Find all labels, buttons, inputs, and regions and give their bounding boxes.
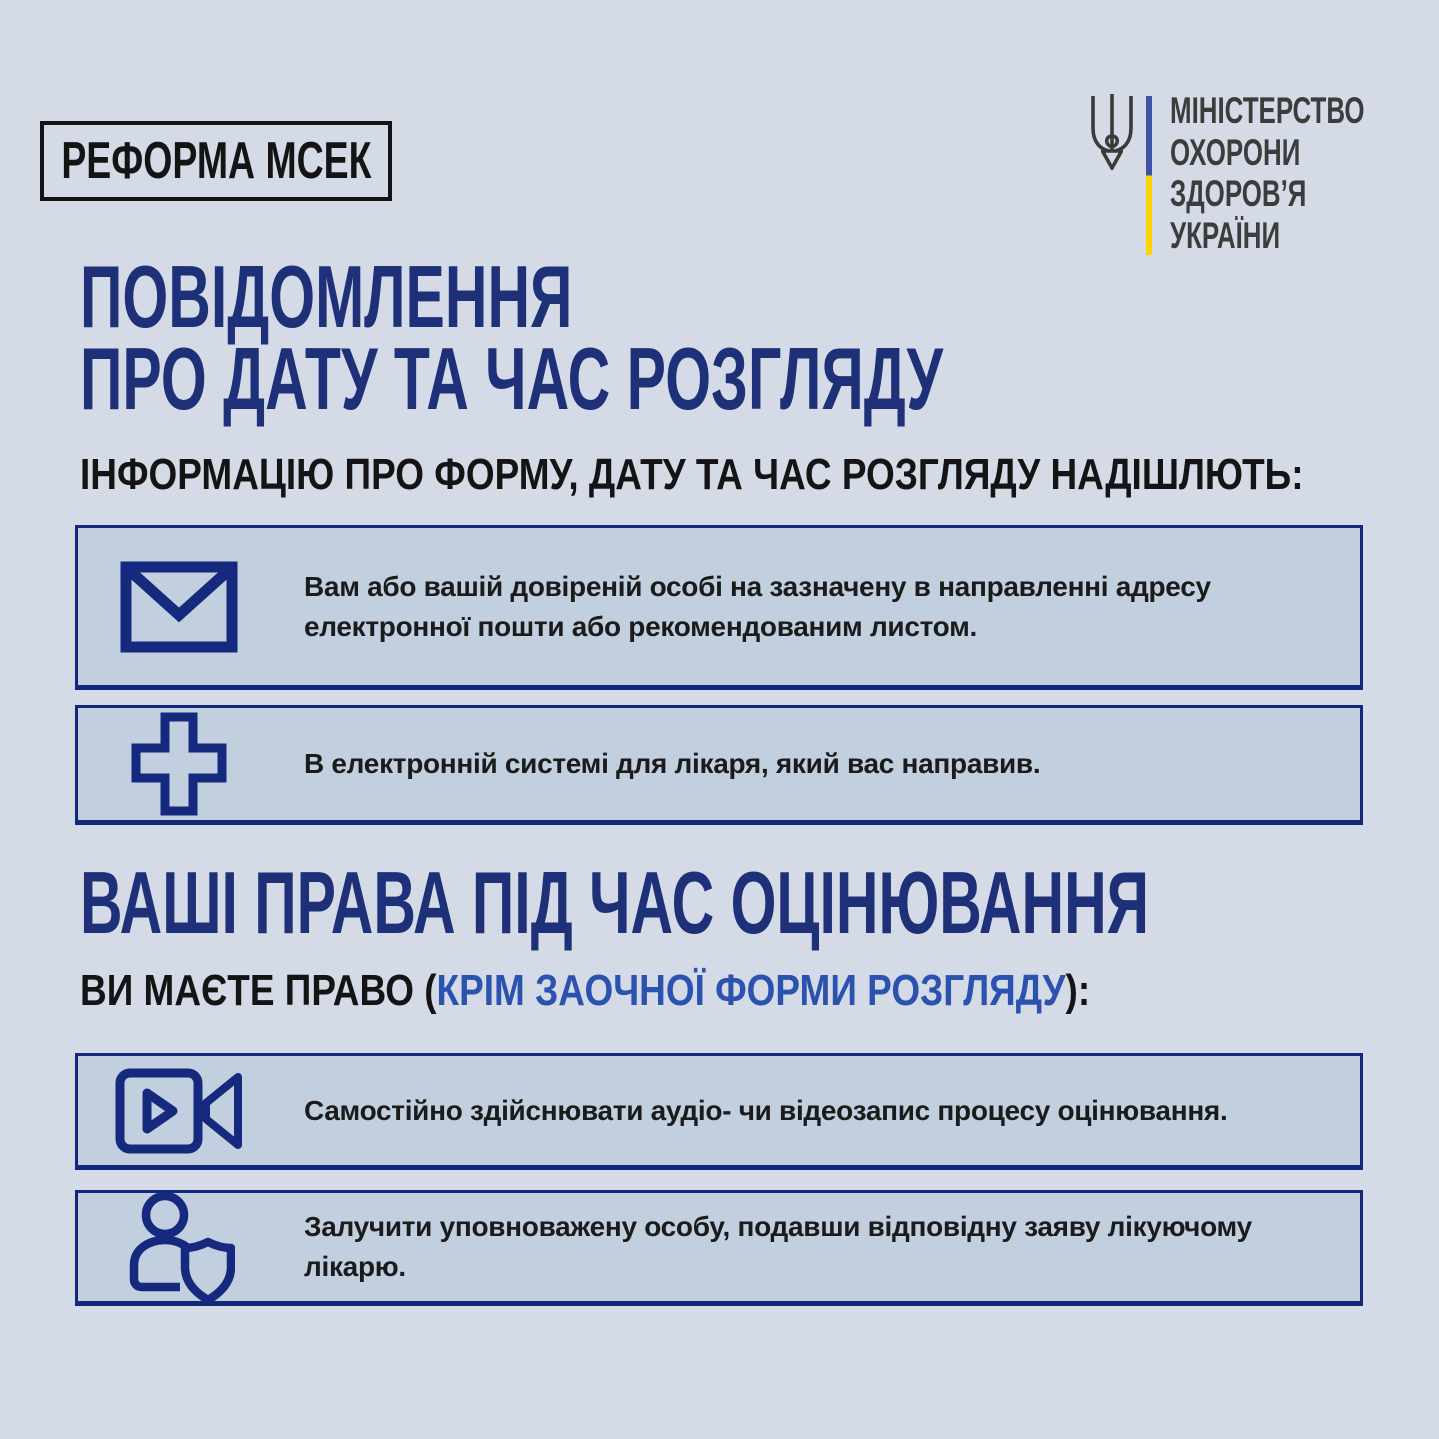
card-ehealth-system — [75, 705, 1363, 825]
notification-title-line2: ПРО ДАТУ ТА ЧАС РОЗГЛЯДУ — [80, 329, 944, 428]
notification-subtitle: ІНФОРМАЦІЮ ПРО ФОРМУ, ДАТУ ТА ЧАС РОЗГЛЯДУ НАДІШЛЮТЬ: — [80, 450, 1304, 499]
ministry-logo-text — [1170, 90, 1439, 256]
person-shield-icon — [114, 1190, 244, 1304]
card-email-text: Вам або вашій довіреній особі на зазначену в направленні адресу електронної пошти або рекомендованим листом. — [304, 570, 1211, 642]
reform-badge — [40, 121, 392, 201]
notification-title — [80, 247, 1368, 428]
ministry-line: ЗДОРОВ’Я — [1170, 173, 1307, 214]
card-email-notification — [75, 525, 1363, 690]
medical-cross-icon — [114, 712, 244, 816]
card-recording-text: Самостійно здійснювати аудіо- чи відеозапис процесу оцінювання. — [304, 1094, 1228, 1126]
envelope-icon — [114, 561, 244, 653]
trident-icon — [1086, 92, 1138, 170]
reform-badge-label: РЕФОРМА МСЕК — [60, 132, 372, 190]
card-recording-right — [75, 1053, 1363, 1170]
rights-subtitle-prefix: ВИ МАЄТЕ ПРАВО ( — [80, 966, 437, 1015]
rights-subtitle-highlight: КРІМ ЗАОЧНОЇ ФОРМИ РОЗГЛЯДУ — [436, 966, 1066, 1015]
rights-subtitle-suffix: ): — [1065, 966, 1091, 1015]
flag-bar — [1146, 96, 1152, 255]
rights-title-line: ВАШІ ПРАВА ПІД ЧАС ОЦІНЮВАННЯ — [80, 853, 1150, 952]
rights-title — [80, 853, 1439, 952]
rights-subtitle — [80, 966, 1090, 1016]
card-representative-text: Залучити уповноважену особу, подавши відповідну заяву лікуючому лікарю. — [304, 1211, 1252, 1282]
ministry-line: МІНІСТЕРСТВО — [1170, 90, 1365, 131]
card-ehealth-text: В електронній системі для лікаря, який вас направив. — [304, 748, 1041, 779]
ministry-line: ОХОРОНИ — [1170, 131, 1301, 173]
card-representative-right — [75, 1190, 1363, 1306]
ministry-line: УКРАЇНИ — [1170, 214, 1281, 256]
notification-title-line1: ПОВІДОМЛЕННЯ — [80, 247, 573, 346]
video-camera-icon — [114, 1068, 244, 1154]
